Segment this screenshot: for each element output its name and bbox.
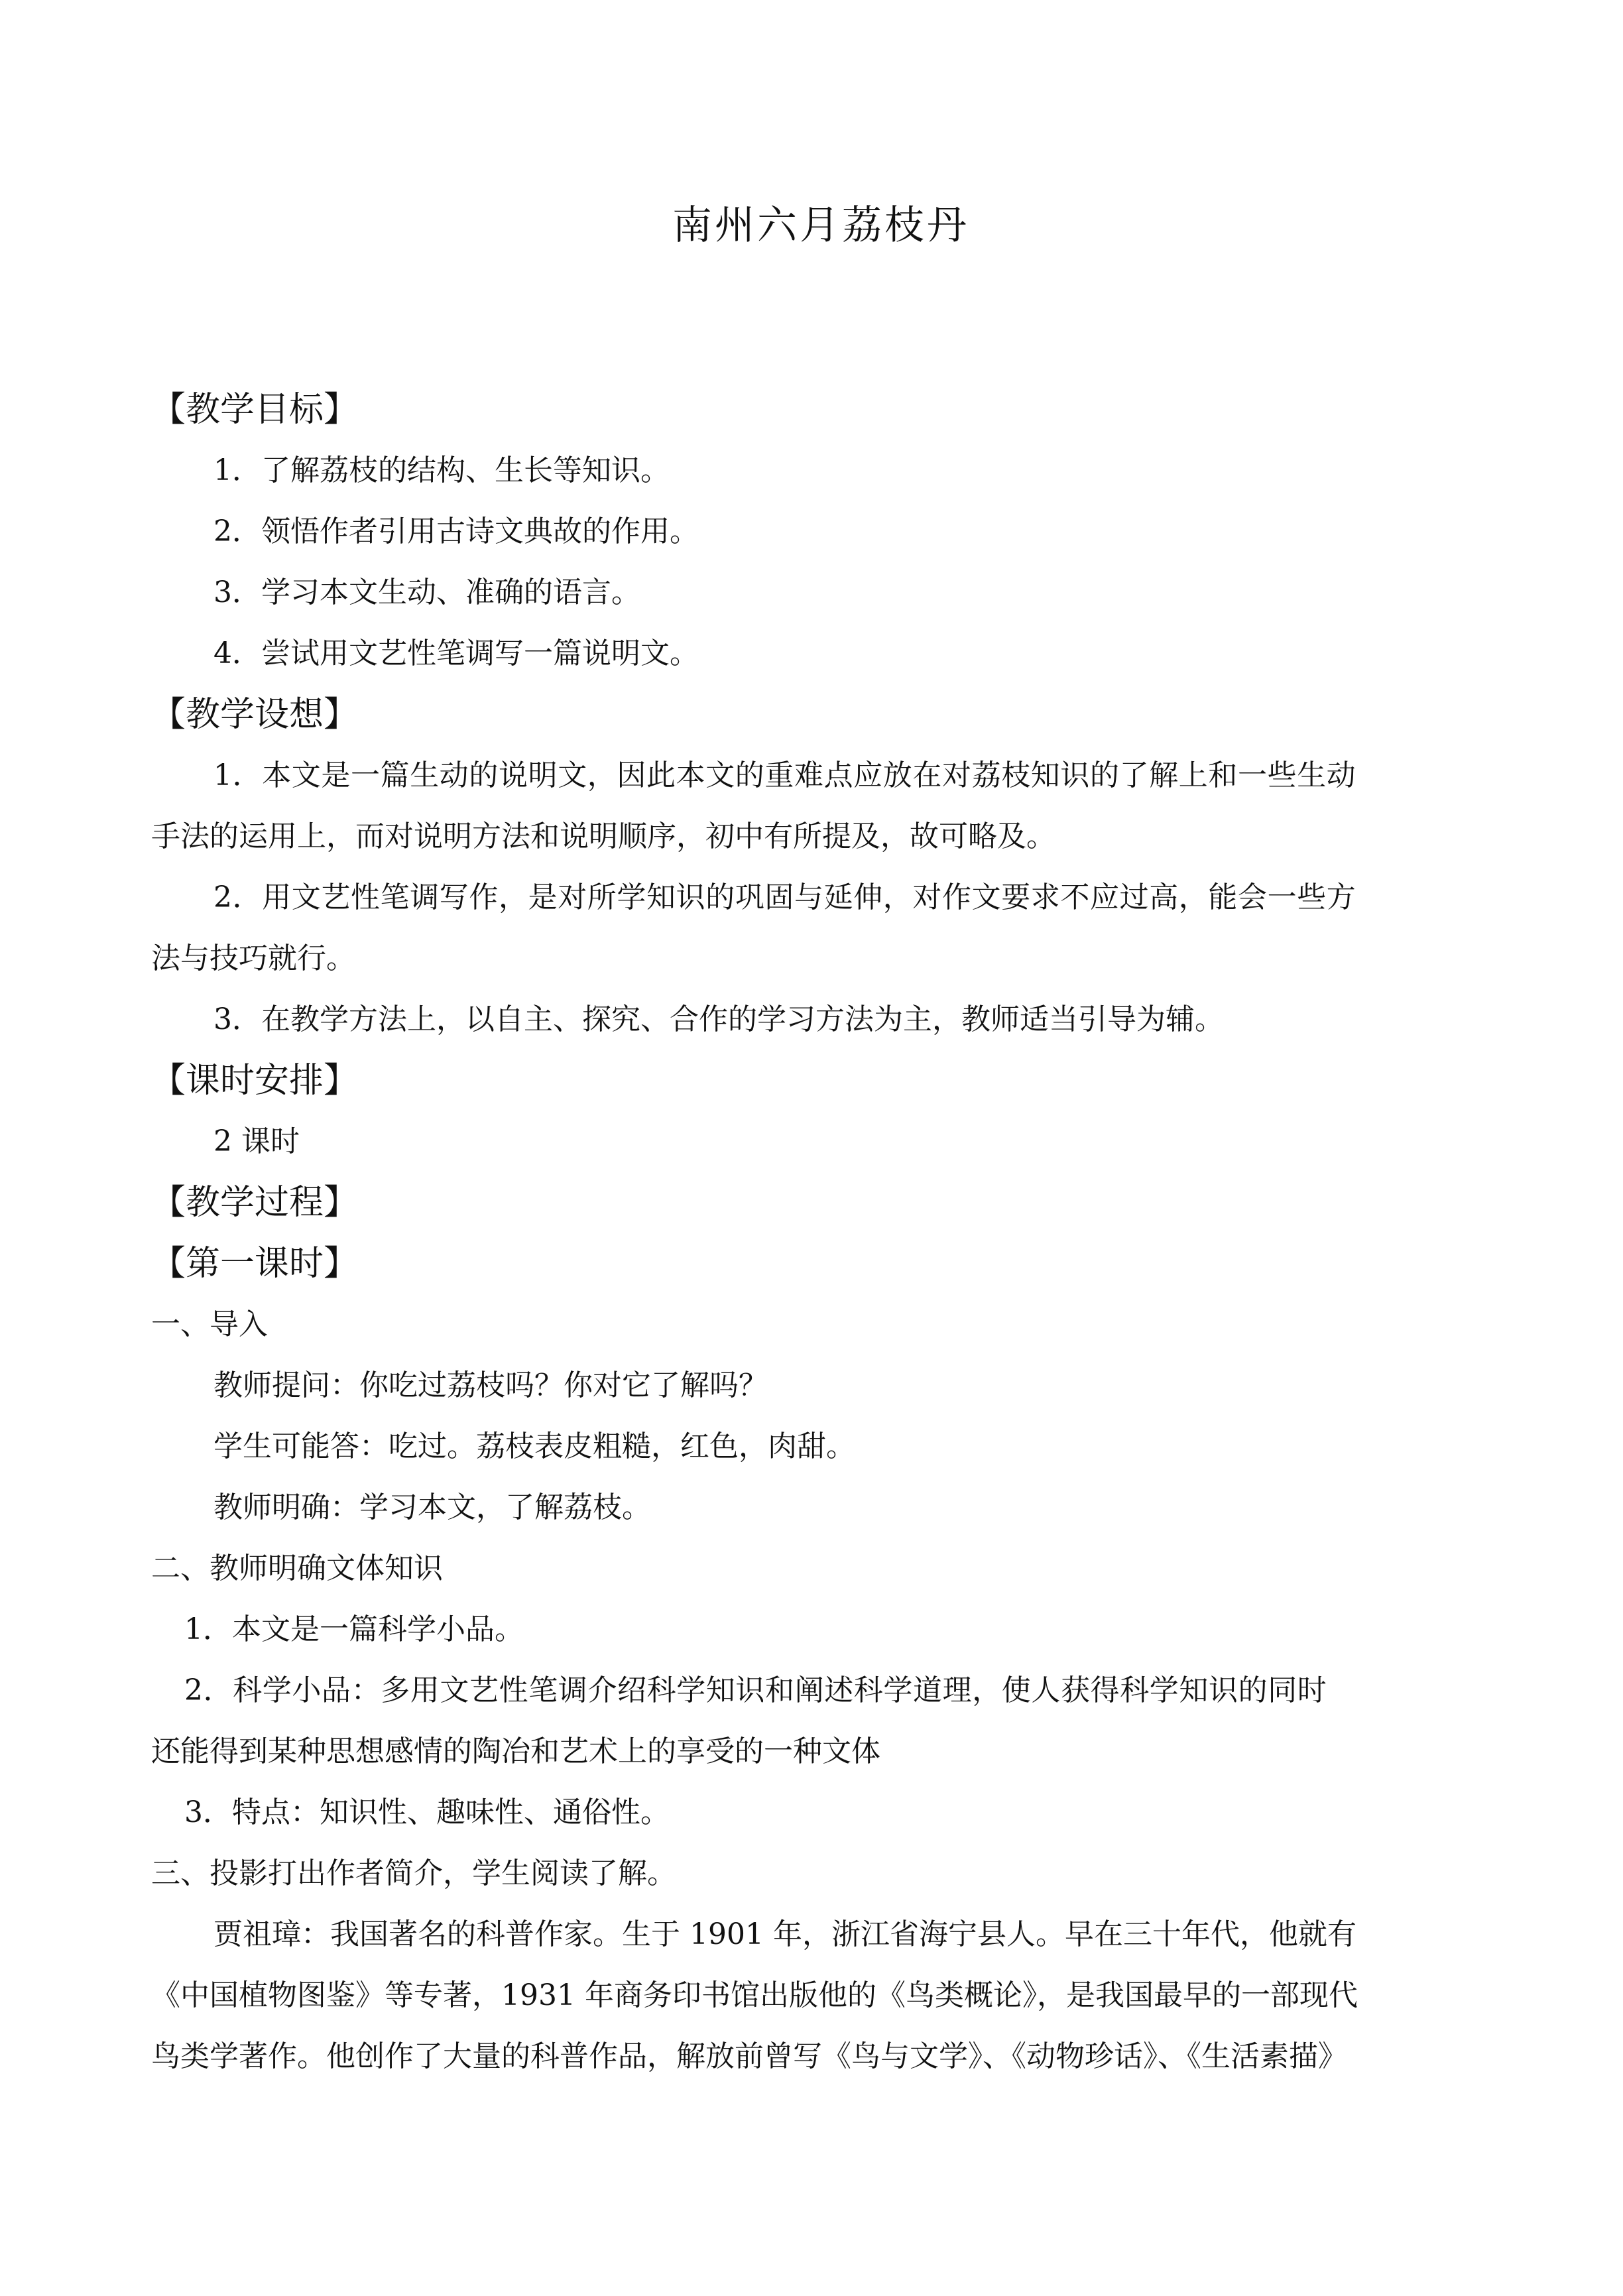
paragraph-line: 教师提问：你吃过荔枝吗？你对它了解吗？ [213, 1368, 768, 1402]
document-page [151, 0, 1490, 2296]
subsection-heading: 三、投影打出作者简介，学生阅读了解。 [151, 1856, 676, 1890]
paragraph-line: 手法的运用上，而对说明方法和说明顺序，初中有所提及，故可略及。 [151, 819, 1055, 853]
paragraph-line: 《中国植物图鉴》等专著，1931 年商务印书馆出版他的《鸟类概论》，是我国最早的一部现代 [151, 1978, 1358, 2012]
paragraph-line: 2．用文艺性笔调写作，是对所学知识的巩固与延伸，对作文要求不应过高，能会一些方 [213, 880, 1356, 914]
paragraph-line: 4．尝试用文艺性笔调写一篇说明文。 [213, 636, 699, 670]
subsection-heading: 二、教师明确文体知识 [151, 1551, 443, 1585]
paragraph-line: 教师明确：学习本文，了解荔枝。 [213, 1490, 651, 1524]
section-heading-process: 【教学过程】 [151, 1183, 359, 1223]
section-heading-design: 【教学设想】 [151, 695, 359, 735]
paragraph-line: 鸟类学著作。他创作了大量的科普作品，解放前曾写《鸟与文学》、《动物珍话》、《生活素描》 [151, 2039, 1347, 2073]
paragraph-line: 3．学习本文生动、准确的语言。 [213, 575, 640, 609]
paragraph-line: 2 课时 [213, 1124, 300, 1158]
paragraph-line: 法与技巧就行。 [151, 941, 355, 975]
section-heading-schedule: 【课时安排】 [151, 1061, 359, 1101]
paragraph-line: 还能得到某种思想感情的陶冶和艺术上的享受的一种文体 [151, 1734, 880, 1768]
section-heading-objectives: 【教学目标】 [151, 390, 359, 430]
paragraph-line: 贾祖璋：我国著名的科普作家。生于 1901 年，浙江省海宁县人。早在三十年代，他就有 [213, 1917, 1356, 1951]
paragraph-line: 1．本文是一篇生动的说明文，因此本文的重难点应放在对荔枝知识的了解上和一些生动 [213, 758, 1356, 792]
paragraph-line: 1．本文是一篇科学小品。 [184, 1612, 524, 1646]
paragraph-line: 2．科学小品：多用文艺性笔调介绍科学知识和阐述科学道理，使人获得科学知识的同时 [184, 1673, 1327, 1707]
paragraph-line: 2．领悟作者引用古诗文典故的作用。 [213, 514, 699, 548]
subsection-heading: 一、导入 [151, 1307, 268, 1341]
section-heading-first-lesson: 【第一课时】 [151, 1244, 359, 1284]
document-body [151, 379, 1490, 2087]
paragraph-line: 学生可能答：吃过。荔枝表皮粗糙，红色，肉甜。 [213, 1429, 855, 1463]
paragraph-line: 3．在教学方法上，以自主、探究、合作的学习方法为主，教师适当引导为辅。 [213, 1002, 1224, 1036]
paragraph-line: 3．特点：知识性、趣味性、通俗性。 [184, 1795, 670, 1829]
document-title: 南州六月荔枝丹 [672, 202, 969, 249]
paragraph-line: 1．了解荔枝的结构、生长等知识。 [213, 453, 670, 487]
